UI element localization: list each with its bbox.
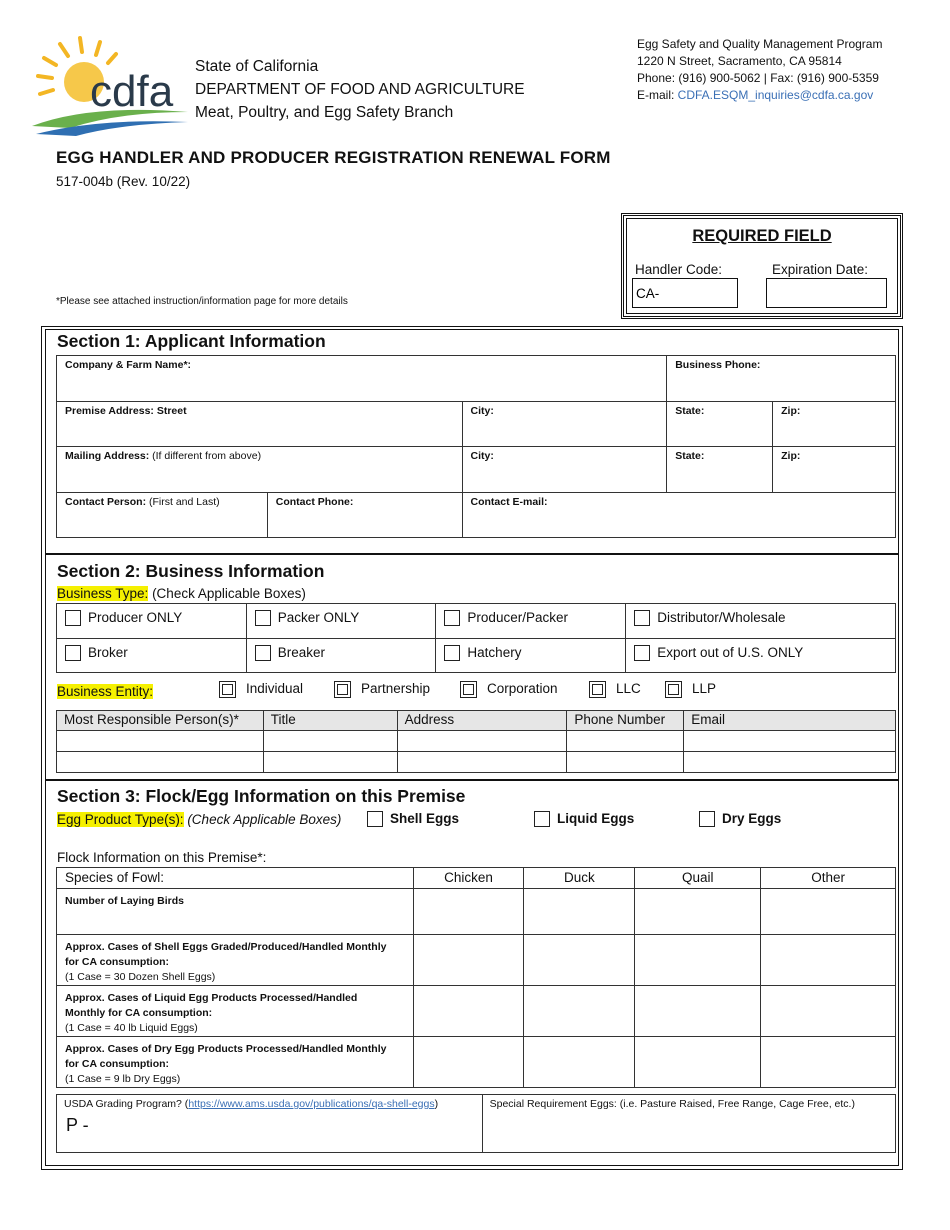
agency-branch: Meat, Poultry, and Egg Safety Branch bbox=[195, 104, 454, 121]
business-type-note: (Check Applicable Boxes) bbox=[148, 586, 306, 601]
table-cell[interactable] bbox=[524, 889, 635, 935]
premise-state-label: State: bbox=[675, 405, 705, 417]
table-cell[interactable] bbox=[761, 935, 896, 986]
mailing-address-note: (If different from above) bbox=[149, 450, 262, 462]
special-requirement-label: Special Requirement Eggs: (i.e. Pasture Raised, Free Range, Cage Free, etc.) bbox=[489, 1098, 855, 1110]
checkbox[interactable] bbox=[634, 610, 650, 626]
premise-zip-cell[interactable] bbox=[773, 402, 896, 447]
expiration-date-label: Expiration Date: bbox=[772, 262, 869, 277]
business-type-table bbox=[56, 603, 896, 673]
section2-title: Section 2: Business Information bbox=[57, 561, 325, 581]
section1-title: Section 1: Applicant Information bbox=[57, 331, 326, 351]
mailing-state-cell[interactable] bbox=[667, 447, 773, 493]
product-shell-eggs[interactable] bbox=[367, 811, 459, 827]
business-type-broker[interactable] bbox=[57, 639, 247, 673]
col-responsible-person: Most Responsible Person(s)* bbox=[57, 711, 264, 731]
business-type-export[interactable] bbox=[626, 639, 896, 673]
grading-special-table bbox=[56, 1094, 896, 1153]
sections-frame bbox=[41, 326, 903, 1170]
business-phone-label: Business Phone: bbox=[675, 359, 761, 371]
business-type-packer-only[interactable] bbox=[246, 604, 436, 639]
business-type-breaker[interactable] bbox=[246, 639, 436, 673]
checkbox[interactable] bbox=[65, 610, 81, 626]
business-phone-cell[interactable] bbox=[667, 356, 896, 402]
premise-zip-label: Zip: bbox=[781, 405, 801, 417]
table-cell[interactable] bbox=[57, 731, 264, 752]
business-type-label: Export out of U.S. ONLY bbox=[657, 645, 804, 660]
flock-info-label: Flock Information on this Premise*: bbox=[57, 850, 267, 865]
business-type-label: Producer ONLY bbox=[88, 610, 183, 625]
checkbox[interactable] bbox=[634, 645, 650, 661]
entity-individual[interactable] bbox=[219, 681, 303, 698]
product-dry-eggs[interactable] bbox=[699, 811, 781, 827]
table-cell[interactable] bbox=[413, 889, 524, 935]
table-row bbox=[57, 889, 896, 935]
entity-llc[interactable] bbox=[589, 681, 641, 698]
entity-llp[interactable] bbox=[665, 681, 716, 698]
business-type-producer-packer[interactable] bbox=[436, 604, 626, 639]
row-label-dry-eggs: Approx. Cases of Dry Egg Products Processed/Handled Monthly for CA consumption: (1 Case = 9 lb Dry Eggs) bbox=[57, 1037, 414, 1088]
mailing-address-label: Mailing Address: bbox=[65, 450, 150, 462]
mailing-city-label: City: bbox=[470, 450, 494, 462]
required-field-title: REQUIRED FIELD bbox=[692, 227, 832, 245]
section-applicant-information bbox=[45, 329, 899, 554]
business-entity-label: Business Entity: bbox=[57, 684, 154, 699]
usda-grading-label: USDA Grading Program? ( bbox=[64, 1098, 189, 1110]
premise-street-label: Premise Address: Street bbox=[65, 405, 187, 417]
table-row bbox=[57, 986, 896, 1037]
row-label-laying-birds: Number of Laying Birds bbox=[57, 889, 414, 935]
applicant-info-table bbox=[56, 355, 896, 538]
agency-state: State of California bbox=[195, 58, 319, 75]
usda-grading-label-line bbox=[57, 1095, 482, 1110]
table-cell[interactable] bbox=[263, 731, 397, 752]
program-name: Egg Safety and Quality Management Program bbox=[637, 37, 883, 51]
table-cell[interactable] bbox=[761, 986, 896, 1037]
col-chicken: Chicken bbox=[413, 868, 524, 889]
contact-person-label: Contact Person: bbox=[65, 496, 147, 508]
usda-grading-value[interactable]: P - bbox=[66, 1115, 89, 1135]
table-row bbox=[57, 752, 896, 773]
egg-product-type-heading bbox=[57, 812, 341, 827]
business-entity-heading bbox=[57, 684, 153, 699]
col-address: Address bbox=[397, 711, 567, 731]
section-flock-egg-information bbox=[45, 780, 899, 1166]
contact-email-label: Contact E-mail: bbox=[470, 496, 548, 508]
checkbox[interactable] bbox=[534, 811, 550, 827]
table-cell[interactable] bbox=[761, 1037, 896, 1088]
col-email: Email bbox=[684, 711, 896, 731]
business-type-label: Broker bbox=[88, 645, 128, 660]
col-phone-number: Phone Number bbox=[567, 711, 684, 731]
egg-product-type-note: (Check Applicable Boxes) bbox=[183, 812, 342, 827]
checkbox[interactable] bbox=[334, 681, 351, 698]
egg-product-type-label: Egg Product Type(s): bbox=[57, 812, 184, 827]
table-cell[interactable] bbox=[635, 986, 761, 1037]
flock-info-table bbox=[56, 867, 896, 1088]
checkbox[interactable] bbox=[699, 811, 715, 827]
entity-label: LLC bbox=[616, 681, 641, 697]
program-email-line bbox=[637, 88, 873, 102]
table-cell[interactable] bbox=[413, 986, 524, 1037]
section3-title: Section 3: Flock/Egg Information on this Premise bbox=[57, 786, 466, 806]
mailing-zip-cell[interactable] bbox=[773, 447, 896, 493]
instruction-note: *Please see attached instruction/information page for more details bbox=[56, 296, 348, 307]
product-label: Shell Eggs bbox=[390, 811, 460, 826]
program-phone-fax: Phone: (916) 900-5062 | Fax: (916) 900-5359 bbox=[637, 71, 879, 85]
entity-label: Individual bbox=[246, 681, 304, 697]
special-requirement-cell[interactable] bbox=[482, 1095, 895, 1153]
handler-code-label: Handler Code: bbox=[635, 262, 723, 277]
program-email-link[interactable]: CDFA.ESQM_inquiries@cdfa.ca.gov bbox=[677, 88, 874, 102]
table-cell[interactable] bbox=[397, 731, 567, 752]
col-species: Species of Fowl: bbox=[57, 868, 414, 889]
table-cell[interactable] bbox=[524, 1037, 635, 1088]
usda-grading-close: ) bbox=[434, 1098, 439, 1110]
entity-partnership[interactable] bbox=[334, 681, 430, 698]
product-liquid-eggs[interactable] bbox=[534, 811, 634, 827]
business-type-producer-only[interactable] bbox=[57, 604, 247, 639]
premise-state-cell[interactable] bbox=[667, 402, 773, 447]
table-cell[interactable] bbox=[684, 752, 896, 773]
logo-wordmark: cdfa bbox=[90, 67, 174, 116]
program-address: 1220 N Street, Sacramento, CA 95814 bbox=[637, 54, 842, 68]
expiration-date-input[interactable] bbox=[766, 278, 887, 308]
checkbox[interactable] bbox=[589, 681, 606, 698]
table-cell[interactable] bbox=[684, 731, 896, 752]
section-business-information bbox=[45, 554, 899, 780]
table-cell[interactable] bbox=[524, 986, 635, 1037]
business-type-hatchery[interactable] bbox=[436, 639, 626, 673]
contact-email-cell[interactable] bbox=[462, 493, 896, 538]
table-cell[interactable] bbox=[413, 1037, 524, 1088]
contact-phone-cell[interactable] bbox=[267, 493, 462, 538]
business-type-distributor-wholesale[interactable] bbox=[626, 604, 896, 639]
mailing-state-label: State: bbox=[675, 450, 705, 462]
table-cell[interactable] bbox=[263, 752, 397, 773]
row-label-liquid-eggs: Approx. Cases of Liquid Egg Products Processed/Handled Monthly for CA consumption: (1 Case = 40 lb Liquid Eggs) bbox=[57, 986, 414, 1037]
checkbox[interactable] bbox=[665, 681, 682, 698]
premise-street-cell[interactable] bbox=[57, 402, 463, 447]
table-cell[interactable] bbox=[761, 889, 896, 935]
program-email-label: E-mail: bbox=[637, 88, 678, 102]
checkbox[interactable] bbox=[460, 681, 477, 698]
col-quail: Quail bbox=[635, 868, 761, 889]
business-type-label: Business Type: bbox=[57, 586, 149, 601]
premise-city-cell[interactable] bbox=[462, 402, 667, 447]
table-cell[interactable] bbox=[635, 1037, 761, 1088]
premise-city-label: City: bbox=[470, 405, 494, 417]
mailing-zip-label: Zip: bbox=[781, 450, 801, 462]
col-duck: Duck bbox=[524, 868, 635, 889]
entity-label: Corporation bbox=[487, 681, 558, 697]
checkbox[interactable] bbox=[444, 645, 460, 661]
usda-grading-link[interactable]: https://www.ams.usda.gov/publications/qa-shell-eggs bbox=[188, 1098, 435, 1110]
checkbox[interactable] bbox=[255, 610, 271, 626]
col-other: Other bbox=[761, 868, 896, 889]
responsible-persons-table bbox=[56, 710, 896, 773]
form-title: EGG HANDLER AND PRODUCER REGISTRATION RENEWAL FORM bbox=[56, 148, 611, 167]
business-type-label: Hatchery bbox=[467, 645, 522, 660]
contact-phone-label: Contact Phone: bbox=[275, 496, 354, 508]
col-title: Title bbox=[263, 711, 397, 731]
table-cell[interactable] bbox=[413, 935, 524, 986]
table-cell[interactable] bbox=[567, 752, 684, 773]
contact-person-cell[interactable] bbox=[57, 493, 268, 538]
row-label-shell-eggs: Approx. Cases of Shell Eggs Graded/Produced/Handled Monthly for CA consumption: (1 Case = 30 Dozen Shell Eggs) bbox=[57, 935, 414, 986]
table-cell[interactable] bbox=[524, 935, 635, 986]
table-row bbox=[57, 935, 896, 986]
mailing-city-cell[interactable] bbox=[462, 447, 667, 493]
checkbox[interactable] bbox=[65, 645, 81, 661]
usda-grading-cell[interactable] bbox=[57, 1095, 483, 1153]
business-type-label: Breaker bbox=[277, 645, 325, 660]
table-cell[interactable] bbox=[57, 752, 264, 773]
company-name-label: Company & Farm Name*: bbox=[65, 359, 192, 371]
business-type-heading bbox=[57, 586, 306, 601]
business-type-label: Packer ONLY bbox=[277, 610, 360, 625]
contact-person-note: (First and Last) bbox=[146, 496, 220, 508]
table-row bbox=[57, 1037, 896, 1088]
entity-corporation[interactable] bbox=[460, 681, 558, 698]
table-cell[interactable] bbox=[397, 752, 567, 773]
product-label: Dry Eggs bbox=[722, 811, 782, 826]
handler-code-input[interactable] bbox=[632, 278, 738, 308]
form-number: 517-004b (Rev. 10/22) bbox=[56, 174, 191, 189]
business-type-label: Distributor/Wholesale bbox=[657, 610, 786, 625]
product-label: Liquid Eggs bbox=[557, 811, 635, 826]
table-cell[interactable] bbox=[635, 935, 761, 986]
table-row bbox=[57, 731, 896, 752]
checkbox[interactable] bbox=[255, 645, 271, 661]
table-cell[interactable] bbox=[567, 731, 684, 752]
checkbox[interactable] bbox=[367, 811, 383, 827]
cdfa-logo bbox=[30, 30, 190, 140]
agency-department: DEPARTMENT OF FOOD AND AGRICULTURE bbox=[195, 81, 525, 98]
company-name-cell[interactable] bbox=[57, 356, 667, 402]
table-cell[interactable] bbox=[635, 889, 761, 935]
mailing-address-cell[interactable] bbox=[57, 447, 463, 493]
checkbox[interactable] bbox=[444, 610, 460, 626]
business-type-label: Producer/Packer bbox=[467, 610, 568, 625]
entity-label: LLP bbox=[692, 681, 717, 697]
checkbox[interactable] bbox=[219, 681, 236, 698]
entity-label: Partnership bbox=[361, 681, 431, 697]
required-field-box bbox=[621, 213, 903, 319]
